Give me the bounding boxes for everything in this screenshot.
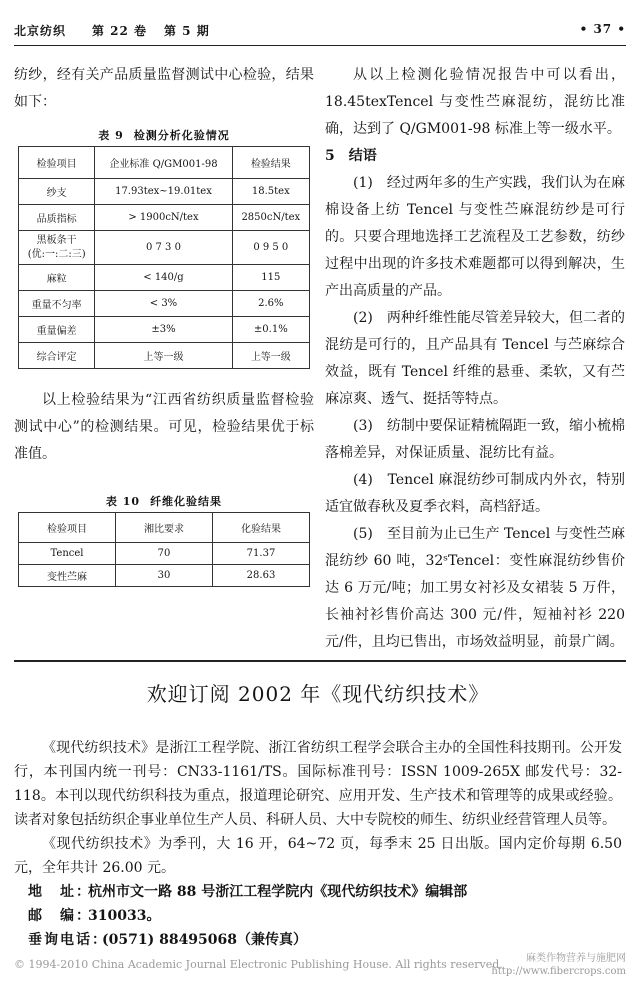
postcode-value: 310033。 <box>88 908 161 924</box>
page-header <box>14 18 626 46</box>
after-table-paragraph: 以上检验结果为“江西省纺织质量监督检验测试中心”的检测结果。可见，检验结果优于标准值。 <box>14 392 314 462</box>
table10-row <box>19 565 310 587</box>
journal-name: 北京纺织 <box>14 24 67 38</box>
table9-cell: 品质指标 <box>19 205 95 231</box>
ad-paragraph: 《现代纺织技术》是浙江工程学院、浙江省纺织工程学会联合主办的全国性科技期刊。公开发行，本刊国内统一刊号：CN33-1161/TS。国际标准刊号：ISSN 1009-265X 邮发代号：32-118。本刊以现代纺织科技为重点，报道理论研究、应用开发、生产技术和管理等的成果或经验。读者对象包括纺织企事业单位生产人员、科研人员、大中专院校的师生、纺织业经营管理人员等。 <box>14 740 622 828</box>
copyright-text: © 1994-2010 China Academic Journal Electronic Publishing House. All rights reserved. <box>14 958 503 971</box>
table9-cell: 2.6% <box>232 291 309 317</box>
table9-cell: ±3% <box>95 317 232 343</box>
table9-cell: ±0.1% <box>232 317 309 343</box>
results-paragraph: 从以上检测化验情况报告中可以看出，18.45texTencel 与变性苎麻混纺，混纺比准确，达到了 Q/GM001-98 标准上等一级水平。 <box>325 67 625 137</box>
table9-cell: 纱支 <box>19 179 95 205</box>
phone-label: 垂询电话： <box>28 932 108 948</box>
table9-cell: < 140/g <box>95 265 232 291</box>
ad-postcode-line <box>14 904 622 928</box>
conclusion-item: (5) 至目前为止已生产 Tencel 与变性苎麻混纺纱 60 吨，32ˢTencel：变性麻混纺纱售价达 6 万元/吨；加工男女衬衫及女裙装 5 万件，长袖衬衫售价高达 300 元/件，短袖衬衫 220 元/件，且均已售出，市场效益明显，前景广阔。 <box>325 526 625 650</box>
table10-header-row <box>19 513 310 543</box>
left-column <box>14 62 314 587</box>
table10-cell: 30 <box>116 565 213 587</box>
ad-paragraph: 《现代纺织技术》为季刊，大 16 开，64~72 页，每季末 25 日出版。国内定价每期 6.50 元，全年共计 26.00 元。 <box>14 836 622 876</box>
table9-row <box>19 265 310 291</box>
site-name: 麻类作物营养与施肥网 <box>526 953 626 964</box>
conclusion-item: (4) Tencel 麻混纺纱可制成内外衣，特别适宜做春秋及夏季衣料，高档舒适。 <box>325 472 625 515</box>
table10-header-cell: 化验结果 <box>213 513 310 543</box>
section-heading-conclusion: 5 结语 <box>325 148 377 164</box>
table10-cell: 71.37 <box>213 543 310 565</box>
table9-title: 检测分析化验情况 <box>133 129 230 142</box>
table9 <box>18 146 310 369</box>
conclusion-item: (1) 经过两年多的生产实践，我们认为在麻棉设备上纺 Tencel 与变性苎麻混纺纱是可行的。只要合理地选择工艺流程及工艺参数，纺纱过程中出现的许多技术难题都可以得到解决，生产出高质量的产品。 <box>325 175 625 299</box>
page-number: • 37 • <box>579 22 626 36</box>
table9-cell: 115 <box>232 265 309 291</box>
address-label: 地 址： <box>28 884 92 900</box>
table10-row <box>19 543 310 565</box>
table9-cell: 黑板条干 (优:一:二:三) <box>19 231 95 265</box>
table10-caption <box>14 492 314 512</box>
table9-row <box>19 291 310 317</box>
table9-cell: 上等一级 <box>232 343 309 369</box>
table10-cell: Tencel <box>19 543 116 565</box>
table9-header-cell: 企业标准 Q/GM001-98 <box>95 147 232 179</box>
table9-cell: > 1900cN/tex <box>95 205 232 231</box>
site-url: http://www.fibercrops.com <box>491 966 626 977</box>
site-watermark <box>491 952 626 978</box>
table10-cell: 28.63 <box>213 565 310 587</box>
issue-number: 第 5 期 <box>164 24 210 38</box>
table9-cell: 重量不匀率 <box>19 291 95 317</box>
table9-header-row <box>19 147 310 179</box>
address-value: 杭州市文一路 88 号浙江工程学院内《现代纺织技术》编辑部 <box>88 884 468 900</box>
table9-cell: 0 7 3 0 <box>95 231 232 265</box>
table9-cell: 上等一级 <box>95 343 232 369</box>
phone-value: (0571) 88495068（兼传真） <box>102 932 308 948</box>
table9-cell: 0 9 5 0 <box>232 231 309 265</box>
table9-cell: 18.5tex <box>232 179 309 205</box>
table9-label: 表 9 <box>98 129 124 142</box>
copyright-watermark <box>14 953 626 977</box>
right-column <box>325 62 625 656</box>
volume-number: 第 22 卷 <box>92 24 148 38</box>
table10-label: 表 10 <box>105 495 141 508</box>
table10 <box>18 512 310 587</box>
subscription-ad <box>14 680 622 952</box>
intro-paragraph: 纺纱，经有关产品质量监督测试中心检验，结果如下： <box>14 67 314 110</box>
table9-cell: 麻粒 <box>19 265 95 291</box>
table10-title: 纤维化验结果 <box>150 495 223 508</box>
table9-cell: 17.93tex~19.01tex <box>95 179 232 205</box>
ad-phone-line <box>14 928 622 952</box>
conclusion-item: (3) 纺制中要保证精梳隔距一致，缩小梳棉落棉差异，对保证质量、混纺比有益。 <box>325 418 625 461</box>
table9-row <box>19 317 310 343</box>
ad-address-line <box>14 880 622 904</box>
table9-cell: 2850cN/tex <box>232 205 309 231</box>
table9-header-cell: 检验项目 <box>19 147 95 179</box>
table10-cell: 70 <box>116 543 213 565</box>
table9-cell: 综合评定 <box>19 343 95 369</box>
section-divider <box>14 660 626 662</box>
table10-header-cell: 检验项目 <box>19 513 116 543</box>
table9-row <box>19 343 310 369</box>
header-rule <box>14 45 626 46</box>
postcode-label: 邮 编： <box>28 908 92 924</box>
ad-title: 欢迎订阅 2002 年《现代纺织技术》 <box>146 682 490 706</box>
table10-cell: 变性苎麻 <box>19 565 116 587</box>
table9-row <box>19 179 310 205</box>
table9-header-cell: 检验结果 <box>232 147 309 179</box>
conclusion-item: (2) 两种纤维性能尽管差异较大，但二者的混纺是可行的，且产品具有 Tencel 与苎麻综合效益，既有 Tencel 纤维的悬垂、柔软，又有苎麻凉爽、透气、挺括等特点。 <box>325 310 625 407</box>
table10-header-cell: 湘比要求 <box>116 513 213 543</box>
table9-row <box>19 205 310 231</box>
table9-caption <box>14 126 314 146</box>
table9-cell: 重量偏差 <box>19 317 95 343</box>
table9-row <box>19 231 310 265</box>
table9-cell: < 3% <box>95 291 232 317</box>
